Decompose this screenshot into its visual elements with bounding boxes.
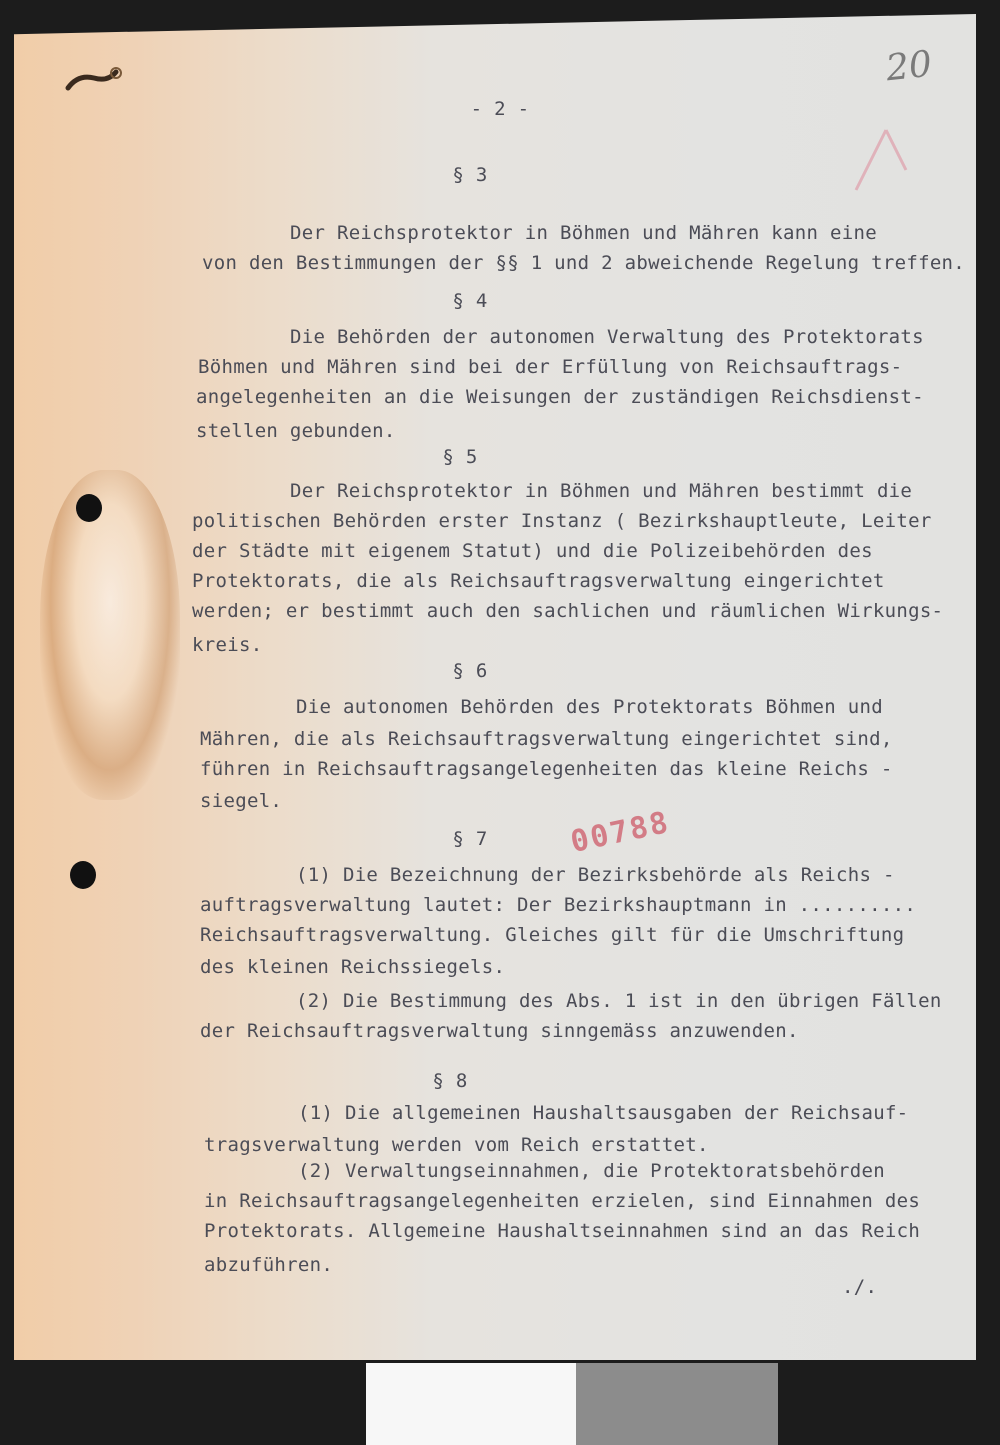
text-line: kreis. [192, 634, 263, 656]
text-line: Der Reichsprotektor in Böhmen und Mähren kann eine [290, 222, 877, 244]
text-line: des kleinen Reichssiegels. [200, 956, 506, 978]
text-line: Mähren, die als Reichsauftragsverwaltung eingerichtet sind, [200, 728, 893, 750]
text-line: (2) Verwaltungseinnahmen, die Protektoratsbehörden [298, 1160, 885, 1182]
text-line: abzuführen. [204, 1254, 334, 1276]
section-heading: § 8 [432, 1070, 468, 1092]
text-line: Reichsauftragsverwaltung. Gleiches gilt für die Umschriftung [200, 924, 905, 946]
text-line: Protektorats, die als Reichsauftragsverwaltung eingerichtet [192, 570, 885, 592]
text-line: tragsverwaltung werden vom Reich erstattet. [204, 1134, 709, 1156]
text-line: in Reichsauftragsangelegenheiten erzielen, sind Einnahmen des [204, 1190, 921, 1212]
folio-number: 20 [883, 43, 934, 90]
text-line: Der Reichsprotektor in Böhmen und Mähren bestimmt die [290, 480, 913, 502]
calibration-patch-white [366, 1363, 576, 1445]
text-line: politischen Behörden erster Instanz ( Bezirkshauptleute, Leiter [192, 510, 932, 532]
page-number: - 2 - [470, 98, 530, 120]
section-heading: § 6 [452, 660, 488, 682]
section-heading: § 5 [442, 446, 478, 468]
text-line: auftragsverwaltung lautet: Der Bezirkshauptmann in .......... [200, 894, 917, 916]
text-line: führen in Reichsauftragsangelegenheiten das kleine Reichs - [200, 758, 893, 780]
text-line: der Städte mit eigenem Statut) und die Polizeibehörden des [192, 540, 873, 562]
section-heading: § 7 [452, 828, 488, 850]
text-line: werden; er bestimmt auch den sachlichen und räumlichen Wirkungs- [192, 600, 944, 622]
text-line: von den Bestimmungen der §§ 1 und 2 abweichende Regelung treffen. [202, 252, 966, 274]
text-line: (1) Die Bezeichnung der Bezirksbehörde als Reichs - [296, 864, 895, 886]
continuation-mark: ./. [842, 1276, 878, 1298]
text-line: siegel. [200, 790, 283, 812]
text-line: Protektorats. Allgemeine Haushaltseinnahmen sind an das Reich [204, 1220, 921, 1242]
archive-stamp: 00788 [567, 804, 673, 861]
text-line: stellen gebunden. [196, 420, 396, 442]
section-heading: § 3 [452, 164, 488, 186]
text-line: Böhmen und Mähren sind bei der Erfüllung von Reichsauftrags- [198, 356, 903, 378]
text-line: (2) Die Bestimmung des Abs. 1 ist in den übrigen Fällen [296, 990, 942, 1012]
text-line: angelegenheiten an die Weisungen der zuständigen Reichsdienst- [196, 386, 924, 408]
text-line: (1) Die allgemeinen Haushaltsausgaben der Reichsauf- [298, 1102, 909, 1124]
section-heading: § 4 [452, 290, 488, 312]
text-line: Die autonomen Behörden des Protektorats Böhmen und [296, 696, 883, 718]
text-line: der Reichsauftragsverwaltung sinngemäss anzuwenden. [200, 1020, 799, 1042]
text-line: Die Behörden der autonomen Verwaltung des Protektorats [290, 326, 924, 348]
calibration-patch-gray [576, 1363, 778, 1445]
